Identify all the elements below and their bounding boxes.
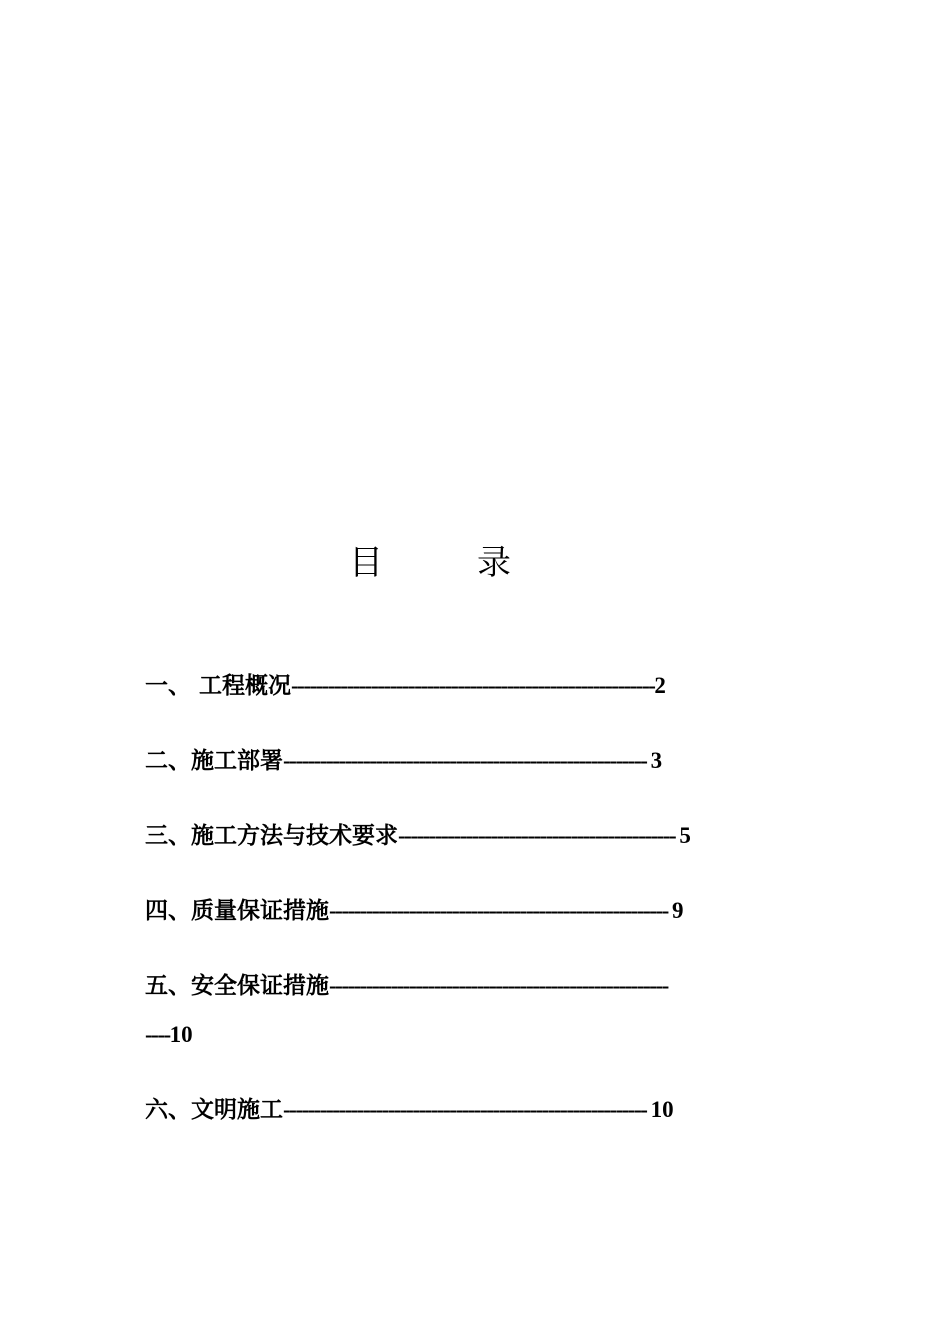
toc-entry-4 [145,895,684,927]
toc-page-number: 5 [679,823,691,848]
toc-leader: ----------------------------------------------------------- [283,748,651,773]
toc-leader: ----------------------------------------------------------- [283,1097,651,1122]
toc-entry-3 [145,820,691,852]
toc-page-number: 9 [672,898,684,923]
toc-entry-5-continuation [145,1019,193,1051]
toc-label: 三、施工方法与技术要求 [145,822,398,849]
toc-leader: ----------------------------------------------------------- [291,673,655,698]
toc-leader: ------------------------------------------------------- [329,898,673,923]
toc-label: 六、文明施工 [145,1096,283,1123]
toc-page-number: 2 [654,673,666,698]
toc-leader: ---- [145,1022,170,1047]
toc-entry-2 [145,745,662,777]
toc-entry-6 [145,1094,674,1126]
toc-label: 四、质量保证措施 [145,897,329,924]
toc-entry-5 [145,970,668,1002]
toc-page-number: 10 [169,1022,193,1047]
toc-label: 五、安全保证措施 [145,972,329,999]
toc-entry-1 [145,670,666,702]
toc-label: 一、 工程概况 [145,672,292,699]
page-title: 目 录 [349,543,541,583]
toc-leader: --------------------------------------------- [398,823,680,848]
toc-page-number: 10 [650,1097,674,1122]
toc-leader: ------------------------------------------------------- [329,973,668,998]
toc-page-number: 3 [650,748,663,773]
toc-label: 二、施工部署 [145,747,283,774]
